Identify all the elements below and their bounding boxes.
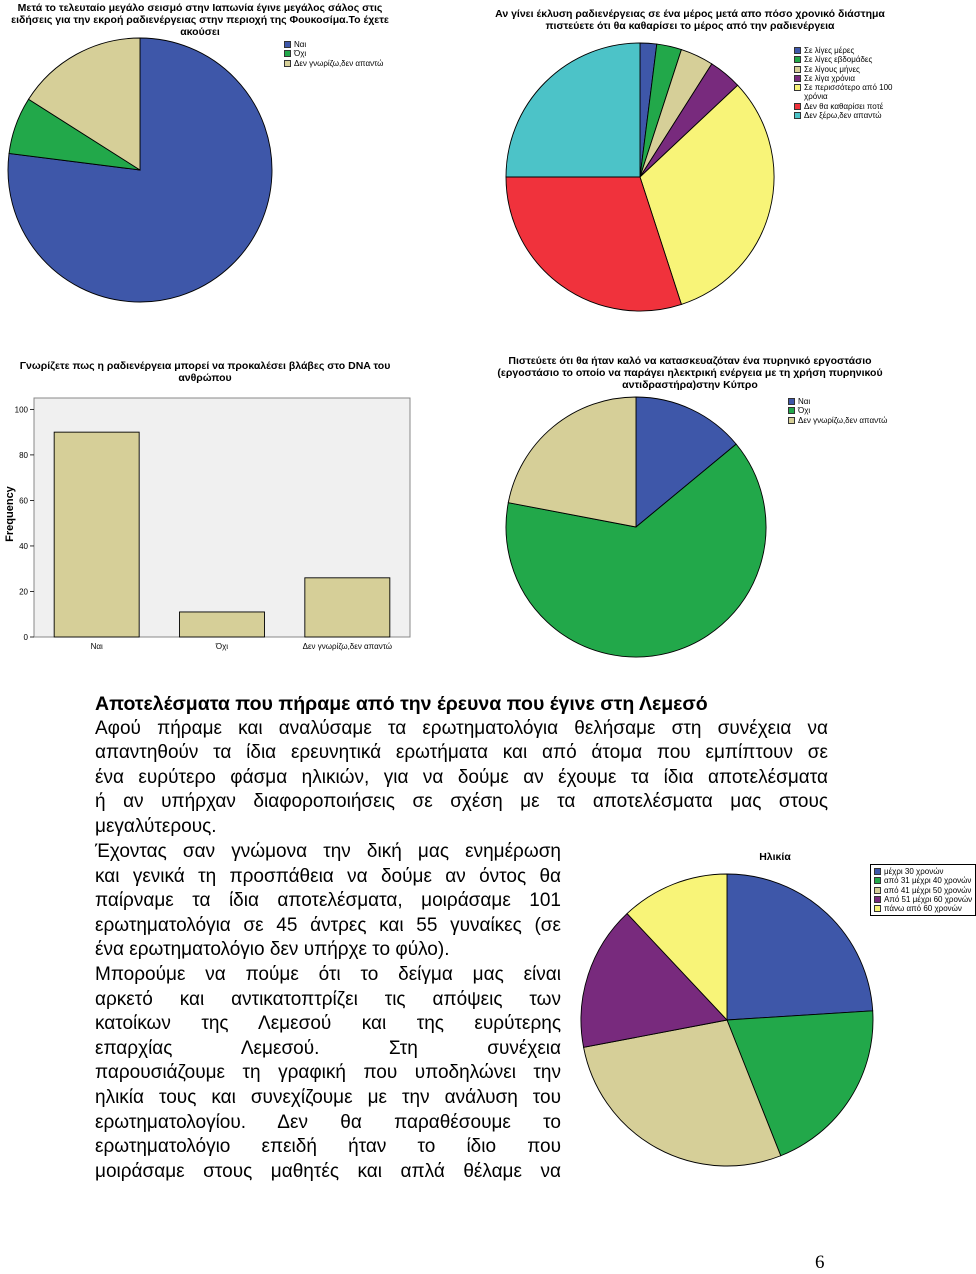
legend-item-under-30: μέχρι 30 χρονών — [874, 867, 972, 876]
legend-item-over-60: πάνω από 60 χρονών — [874, 904, 972, 913]
legend-item-years: Σε λίγα χρόνια — [794, 74, 892, 83]
chart3-legend — [788, 397, 887, 425]
legend-item-dont-know: Δεν γνωρίζω,δεν απαντώ — [788, 416, 887, 425]
chart1-title: Μετά το τελευταίο μεγάλο σεισμό στην Ιαπωνία έγινε μεγάλος σάλος στις ειδήσεις για την εκροή ραδιενέργειας στην περιοχή της Φουκοσίμα.Το έχετε ακούσει — [11, 2, 389, 38]
legend-item-never: Δεν θα καθαρίσει ποτέ — [794, 102, 892, 111]
chart4-title: Ηλικία — [759, 851, 791, 863]
text-line: και γενικά τη προσπάθεια να δούμε αν όντος θα — [95, 865, 561, 887]
text-line: ηλικία τους και συνεχίζουμε με την ανάλυση του — [95, 1086, 561, 1108]
text-line: κατοίκων της Λεμεσού και της ευρύτερης — [95, 1013, 561, 1035]
legend-item-51-60: Από 51 μέχρι 60 χρονών — [874, 895, 972, 904]
y-tick-label: 20 — [19, 587, 28, 597]
text-line: επαρχίας Λεμεσού. Στη συνέχεια — [95, 1037, 561, 1059]
text-line: ή αν υπήρχαν διαφοροποιήσεις σε σχέση με τα αποτελέσματα μας στους — [95, 791, 828, 813]
chart4-legend — [870, 864, 976, 916]
legend-item-yes: Ναι — [284, 40, 383, 49]
bar-chart-ylabel: Frequency — [4, 486, 16, 542]
x-tick-label: Δεν γνωρίζω,δεν απαντώ — [302, 642, 393, 651]
legend-item-no: Όχι — [284, 49, 383, 58]
article-text-narrow — [95, 840, 561, 1184]
y-tick-label: 100 — [14, 405, 28, 415]
article-text — [95, 692, 828, 840]
text-line: ερωτηματολογίου. Δεν θα παραθέσουμε το — [95, 1111, 561, 1133]
bar — [305, 578, 390, 637]
legend-item-31-40: από 31 μέχρι 40 χρονών — [874, 876, 972, 885]
legend-item-yes: Ναι — [788, 397, 887, 406]
text-line: Έχοντας σαν γνώμονα την δική μας ενημέρωση — [95, 841, 561, 862]
legend-item-weeks: Σε λίγες εβδομάδες — [794, 55, 892, 64]
chart3-title: Πιστεύετε ότι θα ήταν καλό να κατασκευαζόταν ένα πυρηνικό εργοστάσιο (εργοστάσιο το οποίο να παράγει ηλεκτρική ενέργεια με τη χρήση πυρηνικού αντιδραστήρα)στην Κύπρο — [497, 355, 883, 391]
x-tick-label: Όχι — [215, 642, 229, 651]
text-line: Μπορούμε να πούμε ότι το δείγμα μας είναι — [95, 963, 561, 985]
page-number: 6 — [815, 1252, 825, 1273]
text-line: ένα ευρύτερο φάσμα ηλικιών, για να δούμε αν έχουμε τα ίδια αποτελέσματα — [95, 766, 828, 788]
text-line: παρουσιάζουμε τη γραφική που υποδηλώνει την — [95, 1062, 561, 1084]
y-tick-label: 40 — [19, 541, 28, 551]
chart2-title: Αν γίνει έκλυση ραδιενέργειας σε ένα μέρος μετά απο πόσο χρονικό διάστημα πιστεύετε ότι θα καθαρίσει το μέρος από την ραδιενέργεια — [495, 8, 885, 32]
legend-item-months: Σε λίγους μήνες — [794, 65, 892, 74]
bar — [54, 432, 139, 637]
bar — [180, 612, 265, 637]
legend-item-no: Όχι — [788, 406, 887, 415]
text-line: ένα ερωτηματολόγιο δεν υπήρχε το φύλο). — [95, 939, 450, 961]
y-tick-label: 80 — [19, 450, 28, 460]
text-line: ερωτηματολόγιο επειδή ήταν το ίδιο που — [95, 1136, 561, 1158]
section-heading: Αποτελέσματα που πήραμε από την έρευνα που έγινε στη Λεμεσό — [95, 693, 708, 715]
text-line: παίρναμε τα ίδια αποτελέσματα, μοιράσαμε 101 — [95, 890, 561, 912]
y-tick-label: 60 — [19, 496, 28, 506]
legend-item-no-answer: Δεν ξέρω,δεν απαντώ — [794, 111, 892, 120]
text-line: ερωτηματολόγια σε 45 άντρες και 55 γυναίκες (σε — [95, 914, 561, 936]
bar-chart-title: Γνωρίζετε πως η ραδιενέργεια μπορεί να προκαλέσει βλάβες στο DNA του ανθρώπου — [19, 360, 391, 384]
text-line: μεγαλύτερους. — [95, 815, 217, 837]
text-line: αρκετό και αντικατοπτρίζει τις απόψεις των — [95, 988, 561, 1010]
x-tick-label: Ναι — [90, 642, 103, 651]
legend-item-41-50: από 41 μέχρι 50 χρονών — [874, 886, 972, 895]
legend-item-100-years-cont: χρόνια — [804, 92, 828, 102]
y-tick-label: 0 — [23, 633, 28, 642]
text-line: μοιράσαμε στους μαθητές και απλά θέλαμε να — [95, 1160, 561, 1182]
text-line: απαντηθούν τα ίδια ερευνητικά ερωτήματα και από άτομα που εμπίπτουν σε — [95, 742, 828, 764]
legend-item-days: Σε λίγες μέρες — [794, 46, 892, 55]
text-line: Αφού πήραμε και αναλύσαμε τα ερωτηματολόγια θελήσαμε στη συνέχεια να — [95, 717, 828, 739]
legend-item-100-years: Σε περισσότερο από 100 — [794, 83, 892, 92]
legend-item-dont-know: Δεν γνωρίζω,δεν απαντώ — [284, 59, 383, 68]
